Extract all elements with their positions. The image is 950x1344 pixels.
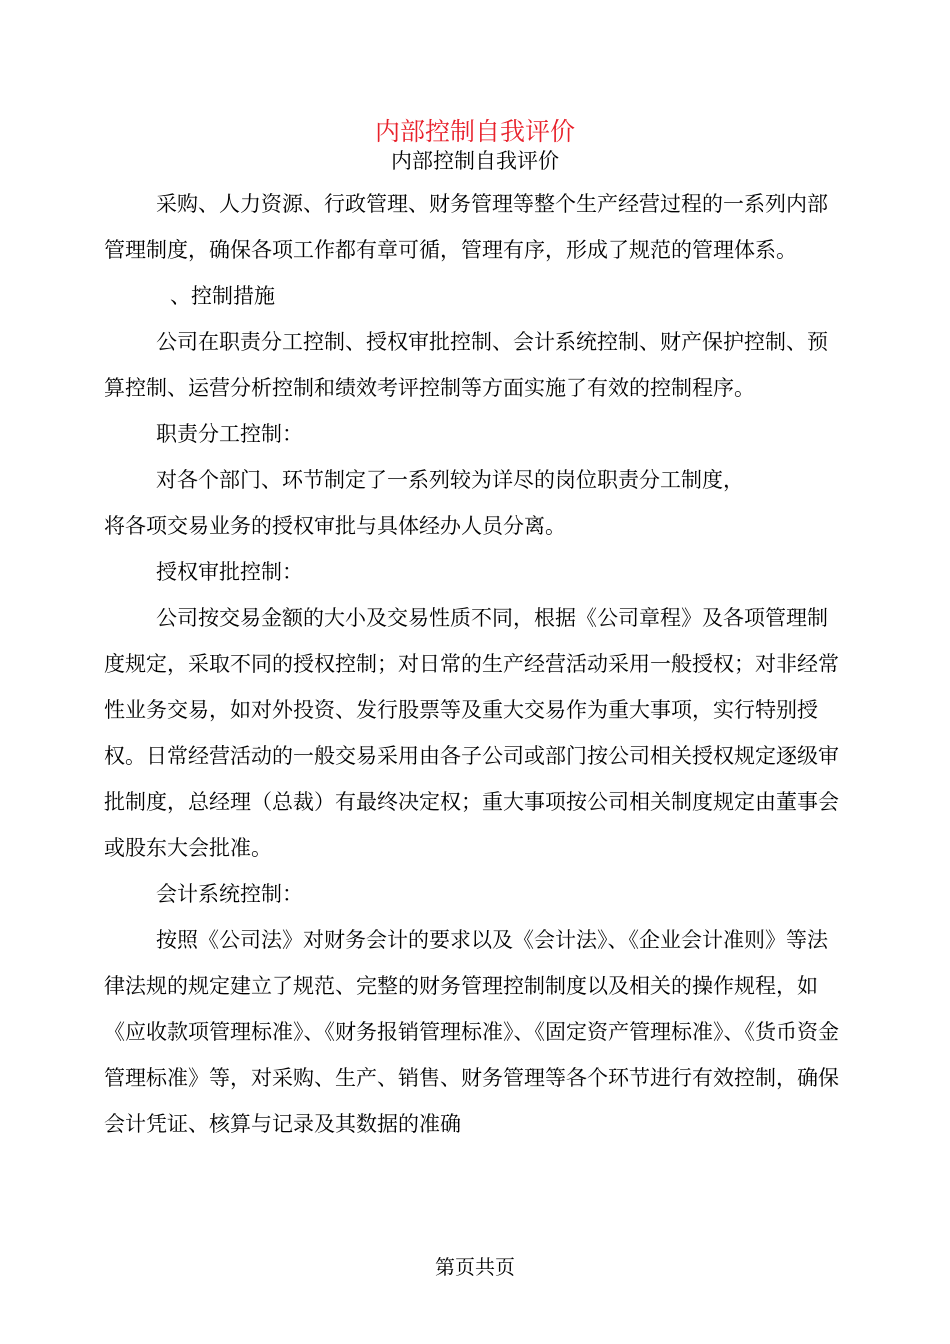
paragraph-authorization-approval: 公司按交易金额的大小及交易性质不同，根据《公司章程》及各项管理制度规定，采取不同的授权控制；对日常的生产经营活动采用一般授权；对非经常性业务交易，如对外投资、发行股票等及重大交易作为重大事项，实行特别授权。日常经营活动的一般交易采用由各子公司或部门按公司相关授权规定逐级审批制度，总经理（总裁）有最终决定权；重大事项按公司相关制度规定由董事会或股东大会批准。 bbox=[104, 606, 839, 860]
heading-authorization-approval: 授权审批控制： bbox=[156, 560, 303, 584]
paragraph-accounting-system: 按照《公司法》对财务会计的要求以及《会计法》、《企业会计准则》等法律法规的规定建立了规范、完整的财务管理控制制度以及相关的操作规程，如《应收款项管理标准》、《财务报销管理标准》、《固定资产管理标准》、《货币资金管理标准》等，对采购、生产、销售、财务管理等各个环节进行有效控制，确保会计凭证、核算与记录及其数据的准确 bbox=[104, 928, 839, 1136]
document-body bbox=[104, 181, 844, 1147]
header-title: 内部控制自我评价 bbox=[374, 117, 575, 146]
paragraph-duty-separation-2: 将各项交易业务的授权审批与具体经办人员分离。 bbox=[104, 514, 566, 538]
paragraph-duty-separation-1: 对各个部门、环节制定了一系列较为详尽的岗位职责分工制度， bbox=[156, 468, 744, 492]
document-title: 内部控制自我评价 bbox=[391, 149, 559, 173]
page-footer: 第页共页 bbox=[435, 1255, 515, 1279]
paragraph-control-overview: 公司在职责分工控制、授权审批控制、会计系统控制、财产保护控制、预算控制、运营分析控制和绩效考评控制等方面实施了有效的控制程序。 bbox=[104, 330, 828, 400]
heading-duty-separation: 职责分工控制： bbox=[156, 422, 303, 446]
paragraph-intro: 采购、人力资源、行政管理、财务管理等整个生产经营过程的一系列内部管理制度，确保各项工作都有章可循，管理有序，形成了规范的管理体系。 bbox=[104, 192, 828, 262]
heading-accounting-system: 会计系统控制： bbox=[156, 882, 303, 906]
section-heading-control-measures: 、控制措施 bbox=[170, 284, 275, 308]
